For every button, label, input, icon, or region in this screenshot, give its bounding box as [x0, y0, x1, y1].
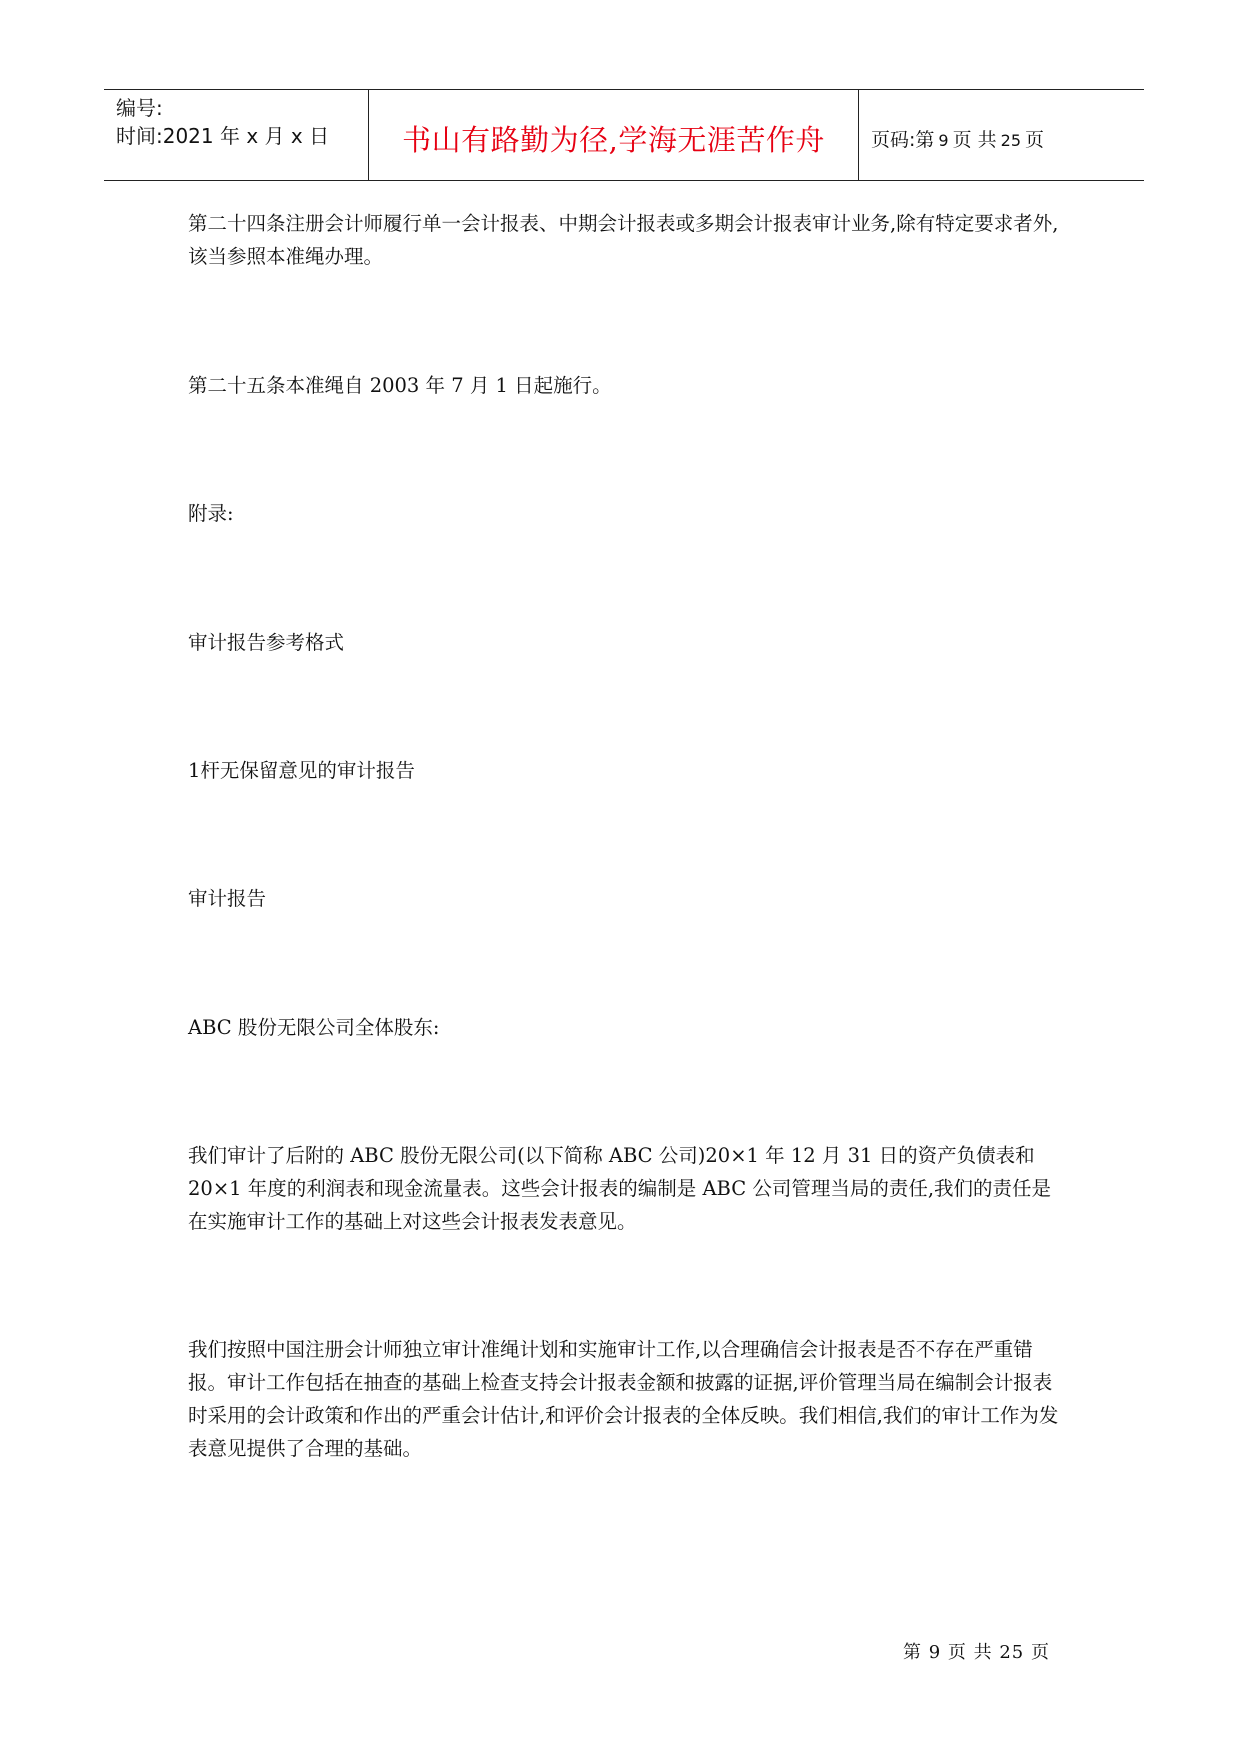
- page-total: 25: [1000, 131, 1021, 150]
- paragraph-article-24: 第二十四条注册会计师履行单一会计报表、中期会计报表或多期会计报表审计业务,除有特定要求者外,该当参照本准绳办理。: [188, 212, 1059, 268]
- document-header: [104, 89, 1144, 181]
- time-label: 时间:2021 年 x 月 x 日: [116, 124, 330, 148]
- page-footer: 第 9 页 共 25 页: [903, 1642, 1050, 1663]
- page-number: 9: [938, 131, 949, 150]
- header-meta-cell: [104, 90, 369, 180]
- paragraph-audit-basis: 我们按照中国注册会计师独立审计准绳计划和实施审计工作,以合理确信会计报表是否不存在严重错报。审计工作包括在抽查的基础上检查支持会计报表金额和披露的证据,评价管理当局在编制会计报表时采用的会计政策和作出的严重会计估计,和评价会计报表的全体反映。我们相信,我们的审计工作为发表意见提供了合理的基础。: [188, 1338, 1059, 1460]
- header-page-info: [871, 125, 1044, 152]
- header-page-cell: [859, 90, 1144, 180]
- page-prefix: 页码:第: [871, 129, 935, 151]
- paragraph-report-title: 审计报告: [188, 887, 267, 910]
- header-motto-cell: [369, 90, 859, 180]
- page-suffix: 页: [1025, 129, 1045, 151]
- paragraph-audit-scope: 我们审计了后附的 ABC 股份无限公司(以下简称 ABC 公司)20×1 年 12 月 31 日的资产负债表和 20×1 年度的利润表和现金流量表。这些会计报表的编制是 ABC 公司管理当局的责任,我们的责任是在实施审计工作的基础上对这些会计报表发表意见。: [188, 1144, 1052, 1233]
- paragraph-addressee: ABC 股份无限公司全体股东:: [188, 1016, 440, 1039]
- motto-text: 书山有路勤为径,学海无涯苦作舟: [402, 123, 825, 157]
- paragraph-unqualified-opinion: 1杆无保留意见的审计报告: [188, 759, 415, 782]
- paragraph-appendix: 附录:: [188, 502, 234, 525]
- page-mid: 页 共: [952, 129, 997, 151]
- paragraph-article-25: 第二十五条本准绳自 2003 年 7 月 1 日起施行。: [188, 374, 612, 397]
- paragraph-report-format: 审计报告参考格式: [188, 631, 345, 654]
- serial-label: 编号:: [116, 96, 163, 120]
